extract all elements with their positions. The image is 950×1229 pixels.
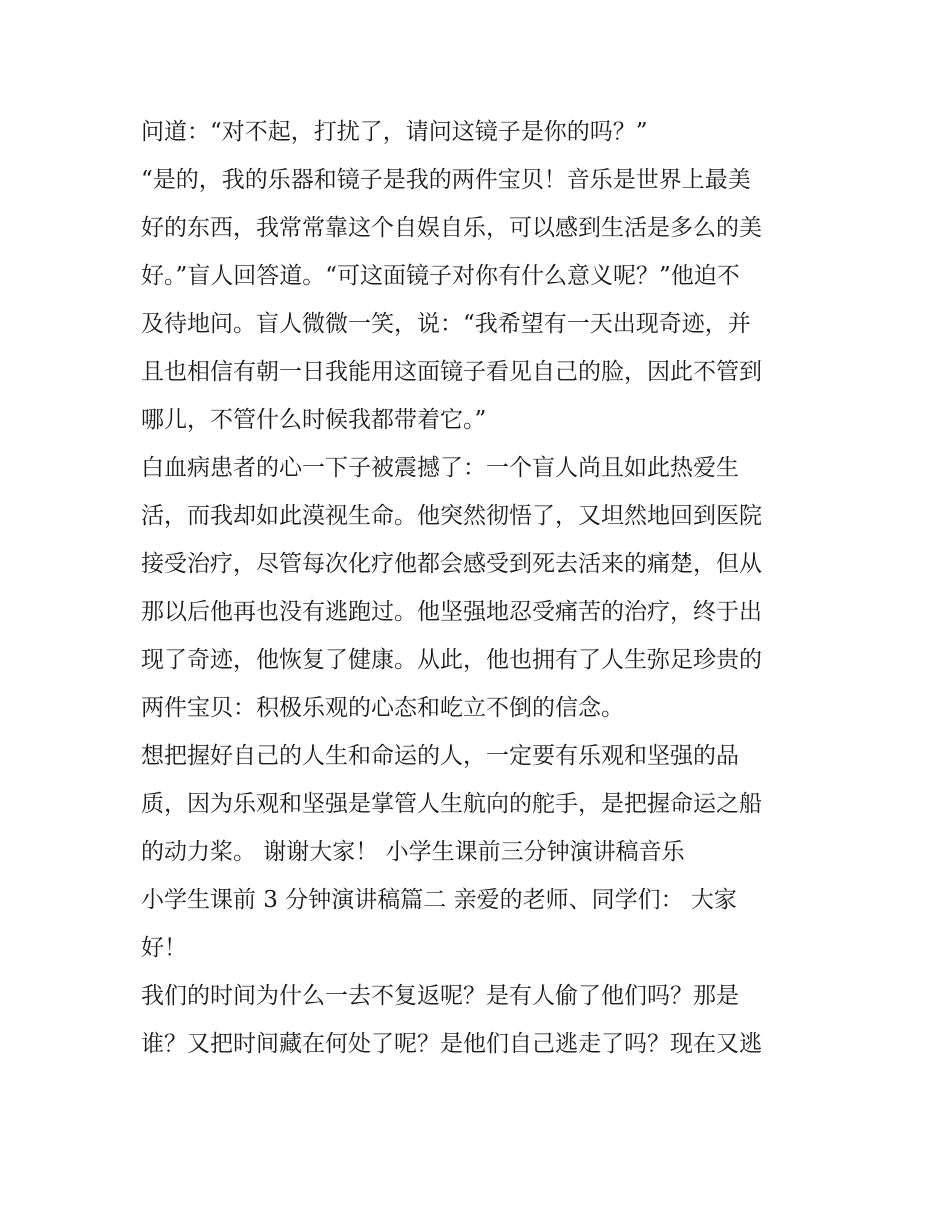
text-line: 的动力桨。 谢谢大家！ 小学生课前三分钟演讲稿音乐 xyxy=(141,839,685,865)
body-text xyxy=(141,108,816,1068)
text-line: 活，而我却如此漠视生命。他突然彻悟了，又坦然地回到医院 xyxy=(141,503,762,529)
text-line: 质，因为乐观和坚强是掌管人生航向的舵手，是把握命运之船 xyxy=(141,791,762,817)
text-line: 小学生课前 3 分钟演讲稿篇二 亲爱的老师、同学们： 大家 xyxy=(141,887,737,913)
text-line: 好！ xyxy=(141,935,187,961)
text-line: 我们的时间为什么一去不复返呢？是有人偷了他们吗？那是 xyxy=(141,983,739,1009)
text-line: 那以后他再也没有逃跑过。他坚强地忍受痛苦的治疗，终于出 xyxy=(141,599,762,625)
text-line: 问道：“对不起，打扰了，请问这镜子是你的吗？” xyxy=(141,119,648,145)
text-line: 接受治疗，尽管每次化疗他都会感受到死去活来的痛楚，但从 xyxy=(141,551,762,577)
text-line: 现了奇迹，他恢复了健康。从此，他也拥有了人生弥足珍贵的 xyxy=(141,647,762,673)
text-line: 且也相信有朝一日我能用这面镜子看见自己的脸，因此不管到 xyxy=(141,359,762,385)
text-line: 两件宝贝：积极乐观的心态和屹立不倒的信念。 xyxy=(141,695,624,721)
text-line: 好。”盲人回答道。“可这面镜子对你有什么意义呢？”他迫不 xyxy=(141,263,740,289)
text-line: 及待地问。盲人微微一笑，说：“我希望有一天出现奇迹，并 xyxy=(141,311,751,337)
text-line: 想把握好自己的人生和命运的人，一定要有乐观和坚强的品 xyxy=(141,743,739,769)
text-line: 哪儿，不管什么时候我都带着它。” xyxy=(141,407,487,433)
text-line: 白血病患者的心一下子被震撼了：一个盲人尚且如此热爱生 xyxy=(141,455,739,481)
text-line: “是的，我的乐器和镜子是我的两件宝贝！音乐是世界上最美 xyxy=(141,167,751,193)
text-line: 谁？又把时间藏在何处了呢？是他们自己逃走了吗？现在又逃 xyxy=(141,1031,762,1057)
text-line: 好的东西，我常常靠这个自娱自乐，可以感到生活是多么的美 xyxy=(141,215,762,241)
